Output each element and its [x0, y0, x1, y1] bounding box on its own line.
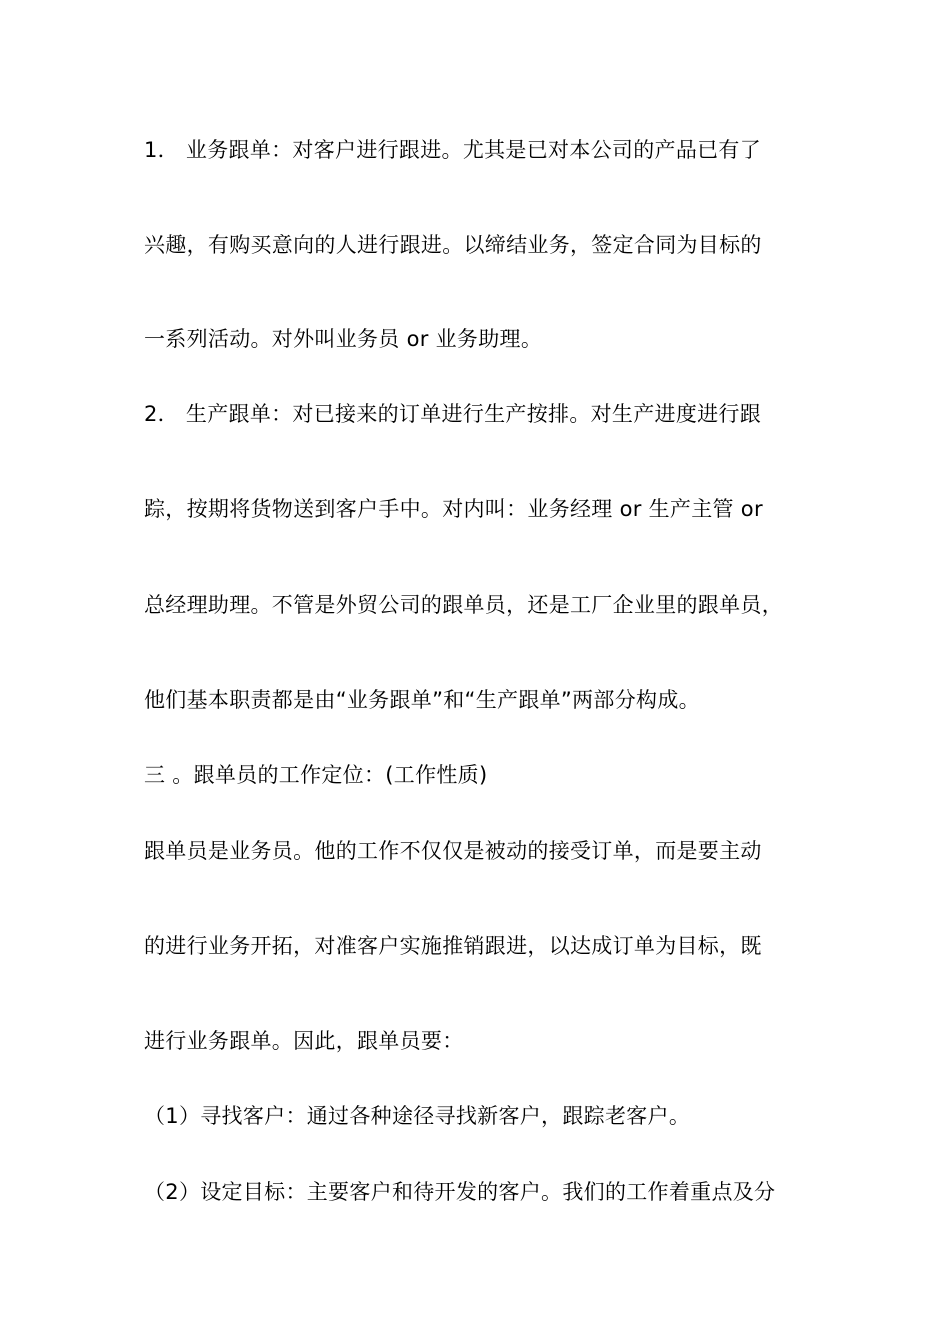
- list-item-2: （2）设定目标：主要客户和待开发的客户。我们的工作着重点及分: [144, 1180, 776, 1204]
- text-line-9: 跟单员是业务员。他的工作不仅仅是被动的接受订单，而是要主动: [144, 839, 762, 863]
- text-line-2: 兴趣，有购买意向的人进行跟进。以缔结业务，签定合同为目标的: [144, 233, 762, 257]
- text-line-1: 1． 业务跟单：对客户进行跟进。尤其是已对本公司的产品已有了: [144, 138, 762, 162]
- text-line-4: 2． 生产跟单：对已接来的订单进行生产按排。对生产进度进行跟: [144, 402, 762, 426]
- text-line-6: 总经理助理。不管是外贸公司的跟单员，还是工厂企业里的跟单员，: [144, 593, 783, 617]
- text-line-5: 踪，按期将货物送到客户手中。对内叫：业务经理 or 生产主管 or: [144, 497, 763, 521]
- text-line-7: 他们基本职责都是由“业务跟单”和“生产跟单”两部分构成。: [144, 688, 700, 712]
- text-line-11: 进行业务跟单。因此，跟单员要：: [144, 1029, 464, 1053]
- list-item-1: （1）寻找客户：通过各种途径寻找新客户，跟踪老客户。: [144, 1104, 691, 1128]
- section-heading: 三 。跟单员的工作定位：(工作性质): [144, 763, 488, 787]
- text-line-3: 一系列活动。对外叫业务员 or 业务助理。: [144, 327, 543, 351]
- text-line-10: 的进行业务开拓，对准客户实施推销跟进，以达成订单为目标，既: [144, 934, 762, 958]
